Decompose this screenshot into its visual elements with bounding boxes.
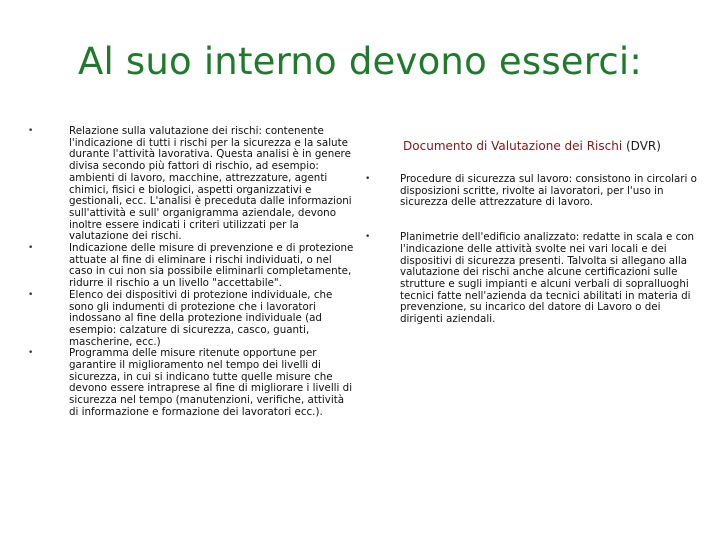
bullet-icon: • (365, 232, 371, 243)
left-list-item-text: Indicazione delle misure di prevenzione e di protezione attuate al fine di eliminare i rischi individuati, o nel caso in cui non sia possibile eliminarli completamente, ridurre il rischio a un livello "accettabile". (69, 242, 354, 290)
bullet-icon: • (28, 348, 34, 359)
left-list-item-text: Relazione sulla valutazione dei rischi: contenente l'indicazione di tutti i rischi per la sicurezza e la salute durante l'attività lavorativa. Questa analisi è in genere divisa secondo più fattori di rischio, ad esempio: ambienti di lavoro, macchine, attrezzature, agenti chimici, fisici e biologici, aspetti organizzativi e gestionali, ecc. L'analisi è preceduta dalle informazioni sull'attività e sull' organigramma aziendale, devono inoltre essere indicati i criteri utilizzati per la valutazione dei rischi. (69, 125, 352, 243)
left-list-item-programma (28, 348, 356, 418)
right-column-heading (372, 139, 692, 153)
right-list-item-procedure (365, 174, 705, 209)
bullet-icon: • (28, 243, 34, 254)
slide-title: Al suo interno devono esserci: (77, 40, 643, 83)
bullet-icon: • (28, 126, 34, 136)
left-list-item-text: Programma delle misure ritenute opportune per garantire il miglioramento nel tempo dei livelli di sicurezza, in cui si indicano tutte quelle misure che devono essere intraprese al fine di migliorare i livelli di sicurezza nel tempo (manutenzioni, verifiche, attività di informazione e formazione dei lavoratori ecc.). (69, 347, 353, 418)
right-heading-text: Documento di Valutazione dei Rischi (403, 139, 623, 153)
right-bullet-list (365, 174, 705, 326)
right-list-item-planimetrie (365, 232, 705, 326)
left-bullet-list (28, 126, 356, 419)
right-list-item-text: Planimetrie dell'edificio analizzato: redatte in scala e con l'indicazione delle attività svolte nei vari locali e dei dispositivi di sicurezza presenti. Talvolta si allegano alla valutazione dei rischi anche alcune certificazioni sulle strutture e sugli impianti e alcuni verbali di sopralluoghi tecnici fatte nell'azienda da tecnici abilitati in materia di prevenzione, su incarico del datore di Lavoro o dei dirigenti aziendali. (400, 231, 695, 326)
bullet-icon: • (365, 174, 371, 184)
left-list-item-relazione (28, 126, 356, 243)
bullet-icon: • (28, 289, 34, 300)
left-list-item-dpi (28, 290, 356, 349)
right-heading-abbreviation: (DVR) (625, 139, 661, 153)
left-list-item-text: Elenco dei dispositivi di protezione individuale, che sono gli indumenti di protezione che i lavoratori indossano al fine della protezione individuale (ad esempio: calzature di sicurezza, casco, guanti, mascherine, ecc.) (69, 288, 333, 348)
left-list-item-misure-prevenzione (28, 243, 356, 290)
right-list-item-text: Procedure di sicurezza sul lavoro: consistono in circolari o disposizioni scritte, rivolte ai lavoratori, per l'uso in sicurezza delle attrezzature di lavoro. (400, 173, 697, 209)
